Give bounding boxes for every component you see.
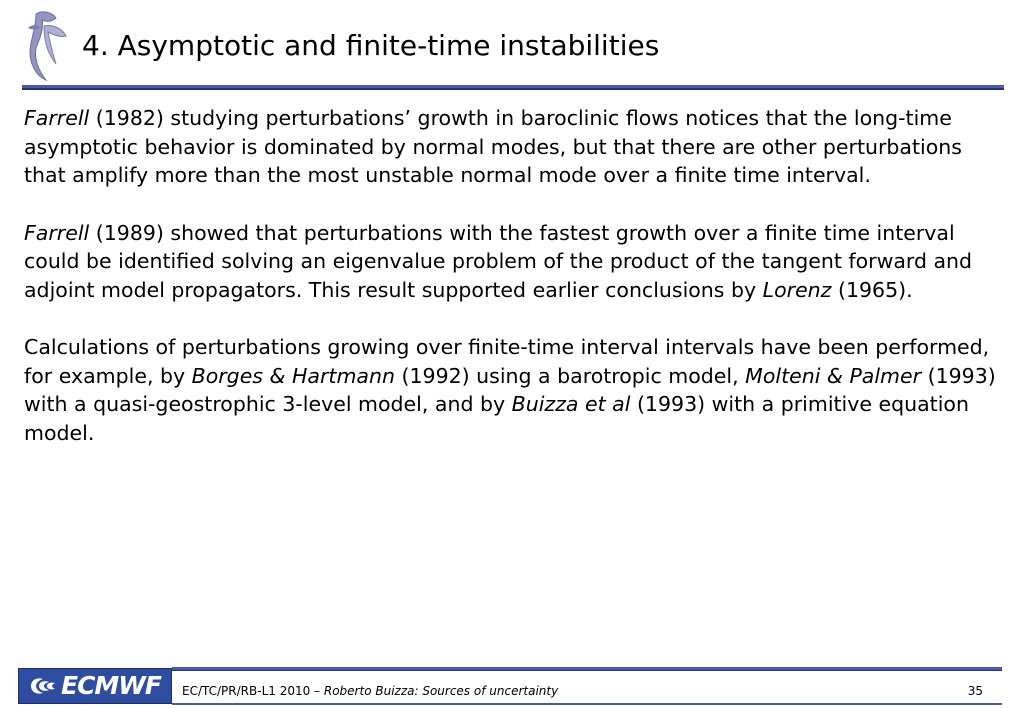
- author-citation: Farrell: [24, 106, 90, 130]
- footer-divider-bottom: [172, 703, 1002, 705]
- author-citation: Lorenz: [762, 277, 832, 302]
- ecmwf-swirl-icon: [27, 674, 59, 698]
- paragraph-farrell-1989: [24, 219, 999, 305]
- paragraph-farrell-1982: [24, 104, 999, 190]
- page-number: 35: [967, 684, 983, 698]
- paragraph-calculations: [24, 333, 999, 447]
- author-citation: Buizza et al: [511, 392, 631, 416]
- footer-reference-code: EC/TC/PR/RB-L1 2010 –: [182, 684, 324, 698]
- slide-title: 4. Asymptotic and finite-time instabilities: [82, 29, 660, 62]
- footer-reference: [182, 683, 558, 699]
- ecmwf-logo: [18, 668, 172, 704]
- footer-divider-top: [172, 667, 1002, 671]
- paragraph-text: (1993) with a primitive equation model.: [24, 392, 969, 445]
- title-divider: [22, 85, 1004, 90]
- ecmwf-logo-text: ECMWF: [61, 671, 161, 700]
- paragraph-text: (1993) with a quasi-geostrophic 3-level model, and by: [24, 363, 996, 416]
- paragraph-text: (1992) using a barotropic model,: [394, 363, 746, 388]
- paragraph-text: Calculations of perturbations growing over finite-time interval intervals have been performed, for example, by: [24, 335, 990, 388]
- paragraph-text: (1965).: [831, 277, 913, 302]
- paragraph-text: (1989) showed that perturbations with the fastest growth over a finite time interval could be identified solving an eigenvalue problem of the product of the tangent forward and adjoint model propagators. This result supported earlier conclusions by: [24, 220, 973, 302]
- paragraph-text: (1982) studying perturbations’ growth in baroclinic flows notices that the long-time asymptotic behavior is dominated by normal modes, but that there are other perturbations that amplify more than the most unstable normal mode over a finite time interval.: [24, 106, 962, 187]
- author-citation: Molteni & Palmer: [745, 363, 922, 388]
- slide-body: [24, 104, 999, 476]
- ecmwf-figure-logo-icon: [22, 8, 70, 82]
- author-citation: Borges & Hartmann: [191, 363, 395, 388]
- footer-author-title: Roberto Buizza: Sources of uncertainty: [323, 684, 559, 698]
- author-citation: Farrell: [24, 220, 90, 245]
